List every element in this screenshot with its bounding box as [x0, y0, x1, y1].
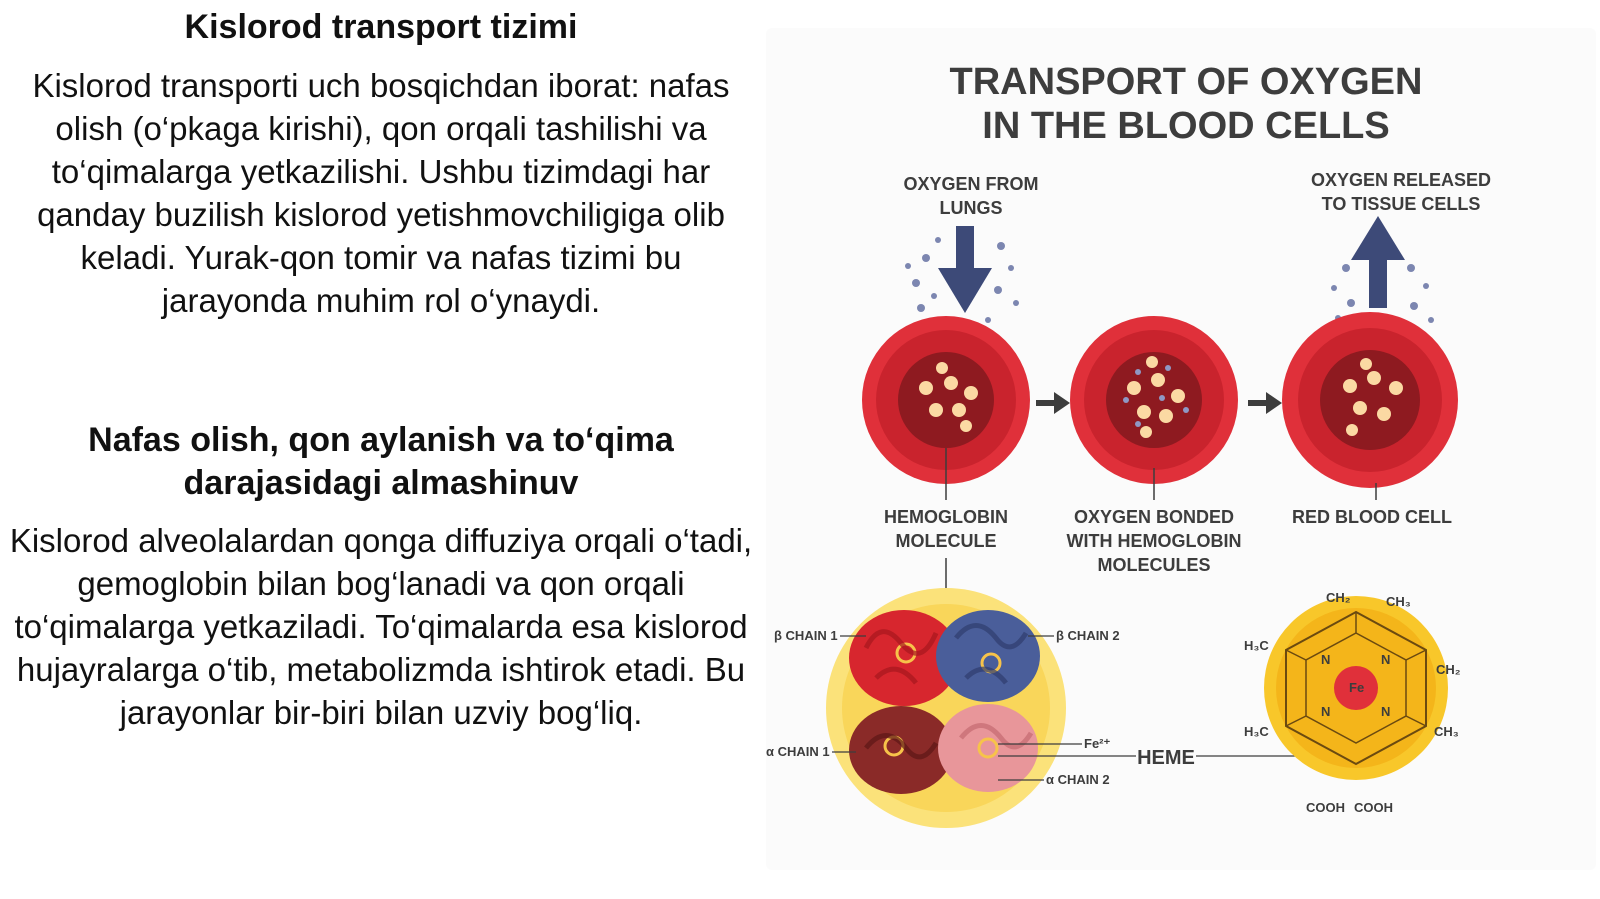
label-hemoglobin-1: HEMOGLOBIN: [884, 507, 1008, 527]
figure-title-line2: IN THE BLOOD CELLS: [982, 105, 1390, 147]
arrow-right-icon-1: [1036, 392, 1070, 414]
arrow-down-icon: [938, 226, 992, 313]
label-cooh-2: COOH: [1354, 800, 1393, 815]
label-ch2-top: CH₂: [1326, 590, 1351, 605]
label-heme: HEME: [1137, 747, 1195, 769]
label-fe: Fe²⁺: [1084, 736, 1111, 751]
label-oxygen-from-lungs-1: OXYGEN FROM: [903, 174, 1039, 194]
label-beta-chain-2: β CHAIN 2: [1056, 628, 1120, 643]
label-n-2: N: [1381, 652, 1391, 667]
label-oxygen-released-2: TO TISSUE CELLS: [1321, 194, 1481, 214]
figure-title-line1: TRANSPORT OF OXYGEN: [949, 61, 1423, 103]
label-ch3-right: CH₃: [1434, 724, 1459, 739]
red-blood-cell-2: [1070, 316, 1238, 484]
label-bonded-1: OXYGEN BONDED: [1073, 507, 1235, 527]
label-bonded-2: WITH HEMOGLOBIN: [1066, 531, 1242, 551]
heading-oxygen-transport-system: Kislorod transport tizimi: [184, 8, 578, 46]
label-n-1: N: [1321, 652, 1331, 667]
arrow-up-icon: [1351, 216, 1405, 308]
label-fe-center: Fe: [1349, 680, 1365, 695]
red-blood-cell-3: [1282, 312, 1458, 488]
label-ch2-right: CH₂: [1436, 662, 1461, 677]
label-cooh-1: COOH: [1306, 800, 1345, 815]
heading-exchange-levels: Nafas olish, qon aylanish va to‘qima darajasidagi almashinuv: [88, 421, 674, 502]
label-red-blood-cell: RED BLOOD CELL: [1292, 507, 1452, 527]
label-alpha-chain-1: α CHAIN 1: [766, 744, 830, 759]
label-hemoglobin-2: MOLECULE: [895, 531, 997, 551]
label-n-4: N: [1381, 704, 1391, 719]
arrow-right-icon-2: [1248, 392, 1282, 414]
label-h3c-1: H₃C: [1244, 638, 1269, 653]
paragraph-oxygen-transport: Kislorod transporti uch bosqichdan iborat: nafas olish (o‘pkaga kirishi), qon orqali tashilishi va to‘qimalarga yetkazilishi. Ushbu tizimdagi har qanday buzilish kislorod yetishmovchiligiga olib keladi. Yurak-qon tomir va nafas tizimi bu jarayonda muhim rol o‘ynaydi.: [32, 67, 730, 319]
label-alpha-chain-2: α CHAIN 2: [1046, 772, 1110, 787]
illustration-svg: [766, 28, 1596, 870]
label-beta-chain-1: β CHAIN 1: [774, 628, 838, 643]
text-panel: [0, 0, 762, 899]
label-ch3-top: CH₃: [1386, 594, 1411, 609]
label-oxygen-from-lungs-2: LUNGS: [939, 198, 1003, 218]
label-bonded-3: MOLECULES: [1097, 555, 1211, 575]
paragraph-exchange-process: Kislorod alveolalardan qonga diffuziya orqali o‘tadi, gemoglobin bilan bog‘lanadi va qon orqali to‘qimalarga yetkaziladi. To‘qimalarda esa kislorod hujayralarga o‘tib, metabolizmda ishtirok etadi. Bu jarayonlar bir-biri bilan uzviy bog‘liq.: [9, 522, 753, 731]
label-n-3: N: [1321, 704, 1331, 719]
oxygen-transport-illustration: [766, 28, 1596, 870]
label-oxygen-released-1: OXYGEN RELEASED: [1310, 170, 1492, 190]
hemoglobin-molecule: [826, 588, 1066, 828]
label-h3c-2: H₃C: [1244, 724, 1269, 739]
